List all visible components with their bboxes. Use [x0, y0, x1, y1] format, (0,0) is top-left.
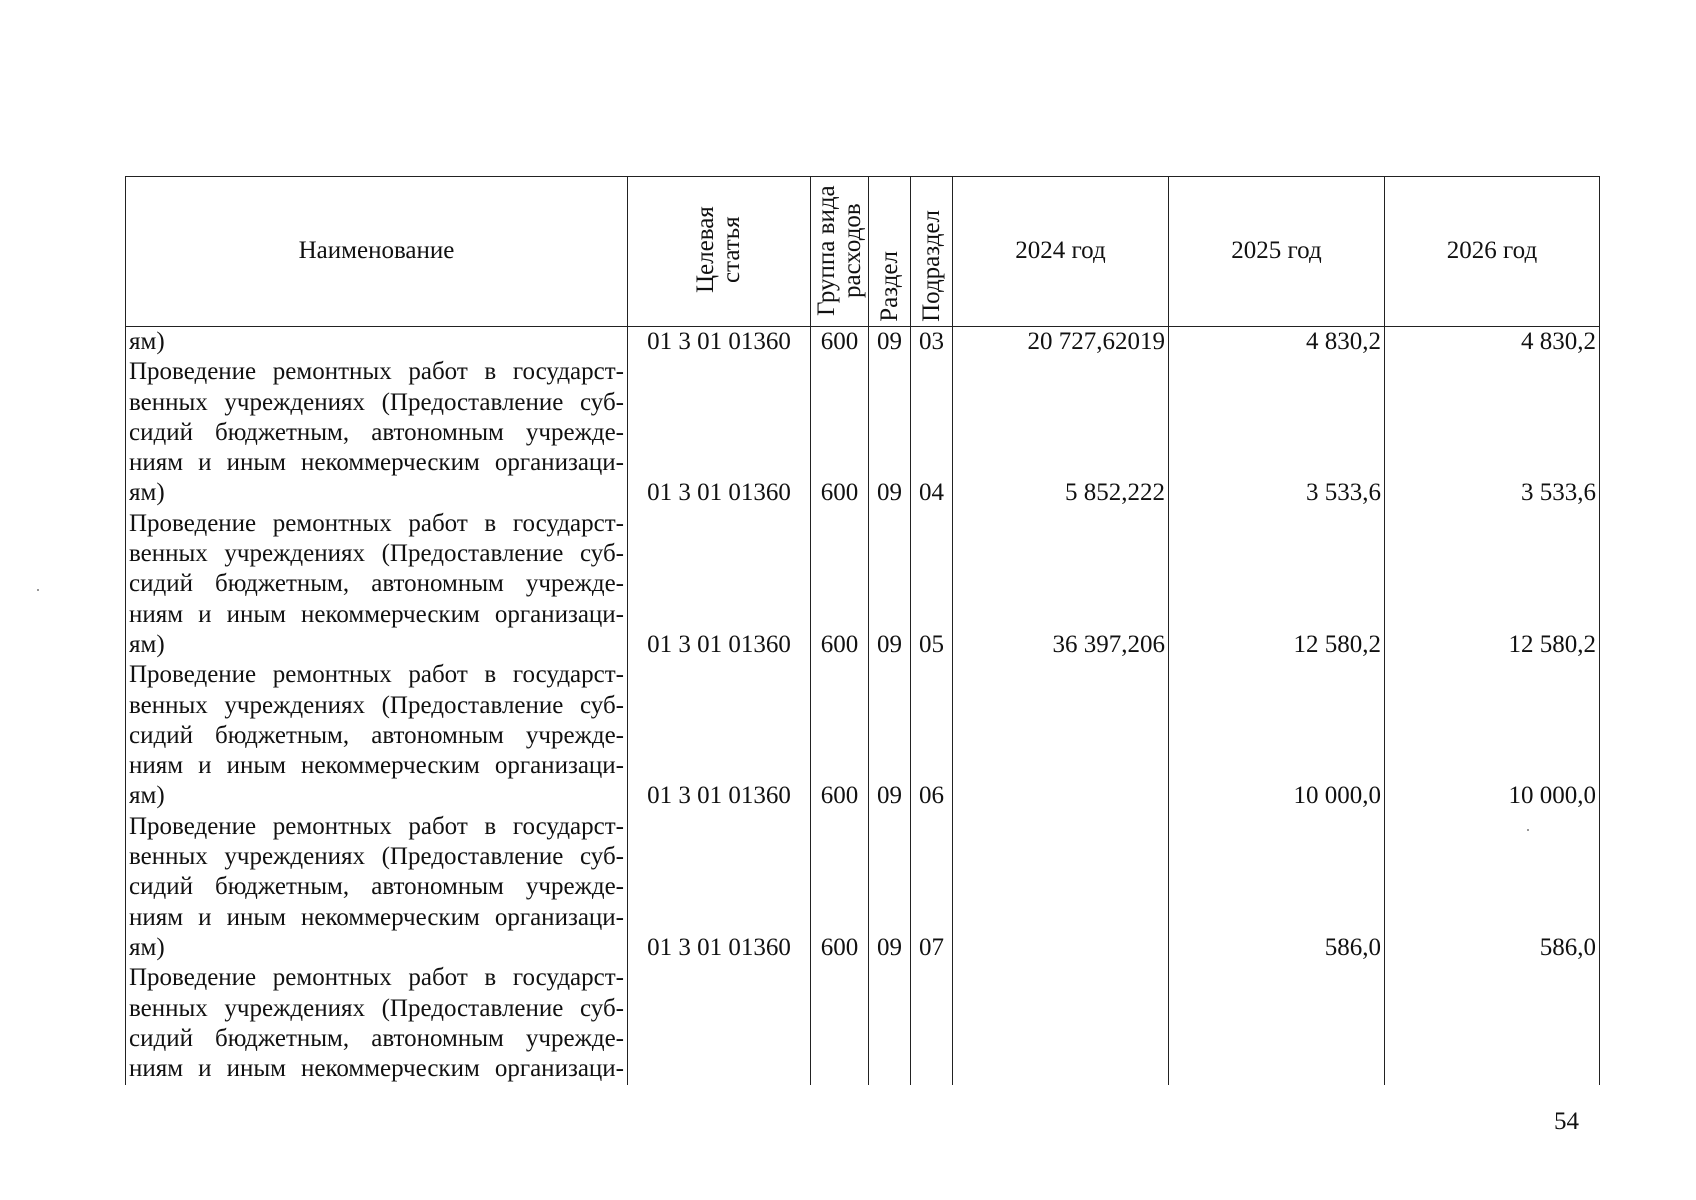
row-4-code: 01 3 01 01360	[647, 782, 791, 810]
row-2-subsection: 04	[919, 479, 944, 507]
row-4-group: 600	[820, 782, 859, 810]
page-number: 54	[1554, 1108, 1579, 1135]
row-1-subsection: 03	[919, 328, 944, 355]
lead-text: ям)	[129, 328, 165, 355]
expense-group-column	[811, 327, 869, 1086]
subsection-column	[911, 327, 953, 1086]
row-4-amount-2026: 10 000,0	[1508, 782, 1596, 810]
header-expense-group: Группа вида расходов	[811, 177, 869, 327]
row-2-amount-2025: 3 533,6	[1306, 479, 1381, 507]
row-3-section: 09	[877, 630, 902, 658]
budget-table	[125, 176, 1600, 1085]
row-2-group: 600	[820, 479, 859, 507]
scan-speck	[1527, 829, 1529, 831]
amount-2026-column	[1385, 327, 1600, 1086]
row-2-amount-2026: 3 533,6	[1521, 479, 1596, 507]
row-1-amount-2026: 4 830,2	[1521, 328, 1596, 355]
description-block-4: Проведение ремонтных работ в государст- венных учреждениях (Предоставление суб- сидий бюджетным, автономным учрежде- ниям и иным некоммерческим организаци- ям)	[129, 812, 624, 961]
table-body-row	[126, 327, 1600, 1086]
row-3-subsection: 05	[919, 630, 944, 658]
description-block-5: Проведение ремонтных работ в государст- венных учреждениях (Предоставление суб- сидий бюджетным, автономным учрежде- ниям и иным некоммерческим организаци-	[129, 964, 624, 1083]
table-header-row	[126, 177, 1600, 327]
row-3-amount-2024: 36 397,206	[1052, 630, 1165, 658]
row-4-amount-2024	[956, 781, 1165, 811]
row-3-group: 600	[820, 630, 859, 658]
header-2026: 2026 год	[1385, 177, 1600, 327]
header-section: Раздел	[869, 177, 911, 327]
row-5-section: 09	[877, 933, 902, 961]
amount-2025-column	[1169, 327, 1385, 1086]
row-5-amount-2024	[956, 933, 1165, 963]
row-5-amount-2026: 586,0	[1539, 933, 1596, 961]
section-column	[869, 327, 911, 1086]
row-1-amount-2024: 20 727,62019	[1027, 328, 1165, 355]
row-1-section: 09	[877, 328, 902, 355]
row-1-group: 600	[820, 328, 859, 355]
row-2-code: 01 3 01 01360	[647, 479, 791, 507]
header-2025: 2025 год	[1169, 177, 1385, 327]
row-3-amount-2026: 12 580,2	[1508, 630, 1596, 658]
row-5-subsection: 07	[919, 933, 944, 961]
row-2-amount-2024: 5 852,222	[1065, 479, 1165, 507]
row-5-amount-2025: 586,0	[1324, 933, 1381, 961]
description-block-1: Проведение ремонтных работ в государст- венных учреждениях (Предоставление суб- сидий бюджетным, автономным учрежде- ниям и иным некоммерческим организаци- ям)	[129, 358, 624, 507]
scan-speck	[37, 589, 39, 591]
target-article-column	[628, 327, 811, 1086]
row-4-section: 09	[877, 782, 902, 810]
row-1-amount-2025: 4 830,2	[1306, 328, 1381, 355]
name-column	[126, 327, 628, 1086]
description-block-2: Проведение ремонтных работ в государст- венных учреждениях (Предоставление суб- сидий бюджетным, автономным учрежде- ниям и иным некоммерческим организаци- ям)	[129, 509, 624, 658]
row-1-code: 01 3 01 01360	[647, 328, 791, 355]
header-target-article: Целевая статья	[628, 177, 811, 327]
header-subsection: Подраздел	[911, 177, 953, 327]
row-2-section: 09	[877, 479, 902, 507]
row-4-amount-2025: 10 000,0	[1293, 782, 1381, 810]
row-4-subsection: 06	[919, 782, 944, 810]
row-5-group: 600	[820, 933, 859, 961]
amount-2024-column	[953, 327, 1169, 1086]
header-name: Наименование	[126, 177, 628, 327]
row-5-code: 01 3 01 01360	[647, 933, 791, 961]
row-3-amount-2025: 12 580,2	[1293, 630, 1381, 658]
description-block-3: Проведение ремонтных работ в государст- венных учреждениях (Предоставление суб- сидий бюджетным, автономным учрежде- ниям и иным некоммерческим организаци- ям)	[129, 661, 624, 810]
row-3-code: 01 3 01 01360	[647, 630, 791, 658]
header-2024: 2024 год	[953, 177, 1169, 327]
